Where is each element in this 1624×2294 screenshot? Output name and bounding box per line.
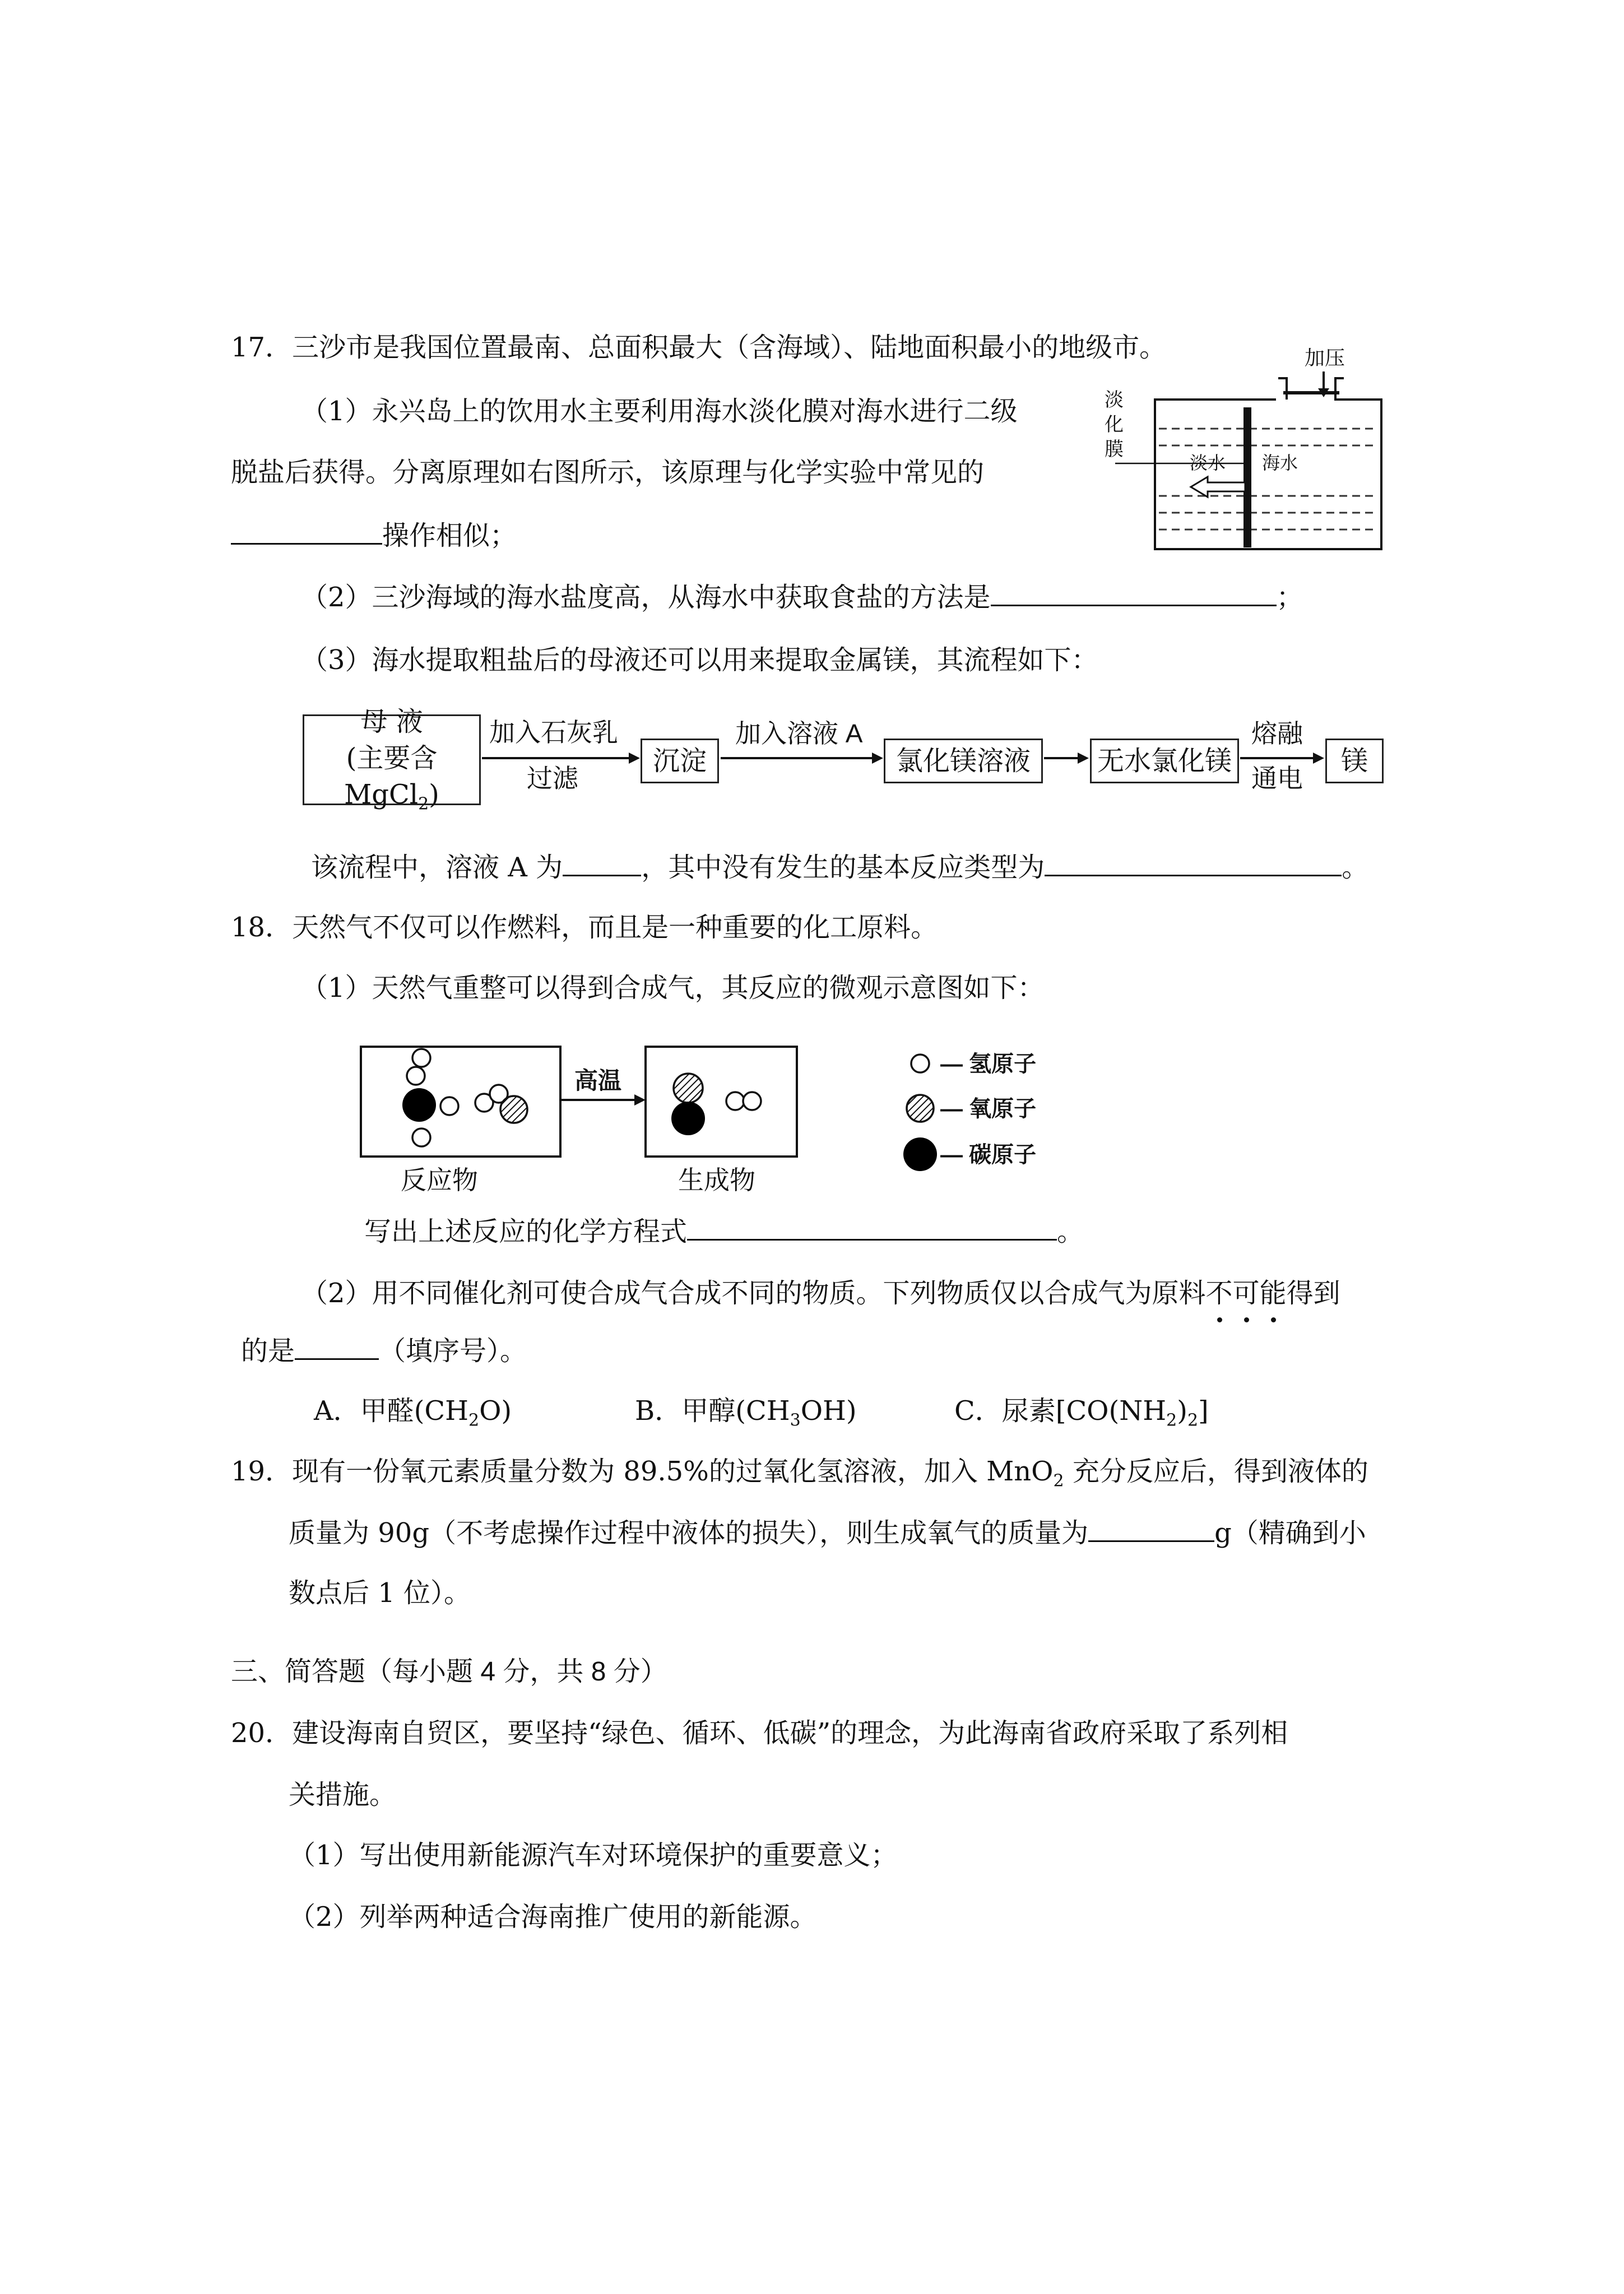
flow-box-mother-liquor: 母 液 (主要含 MgCl$_2$) [303,714,481,805]
q17-part2: （2）三沙海域的海水盐度高，从海水中获取食盐的方法是 ； [301,580,1303,614]
pressure-label: 加压 [1305,346,1345,369]
q19-line2: 质量为 90g（不考虑操作过程中液体的损失），则生成氧气的质量为 g（精确到小 [289,1516,1366,1550]
q17-part1-line3: 操作相似； [231,518,517,552]
reactant-label: 反应物 [401,1165,478,1195]
hydrogen-legend-icon [911,1055,929,1072]
legend-oxygen: — 氧原子 [940,1097,1037,1121]
flow-box-precipitate: 沉淀 [641,739,719,783]
product-box [646,1047,797,1157]
reaction-micro-diagram [347,1037,1098,1205]
flow-arrow-1 [482,751,640,765]
desalination-membrane-diagram [1115,339,1395,552]
q17-stem: 17．三沙市是我国位置最南、总面积最大（含海域）、陆地面积最小的地级市。 [231,332,1167,363]
answer-blank[interactable] [687,1214,1057,1241]
q20-part2: （2）列举两种适合海南推广使用的新能源。 [289,1901,817,1933]
q18-option-a: A．甲醛$(CH_2O)$ [314,1395,512,1431]
membrane-bar [1243,407,1251,547]
flow-arrow4-bottom-label: 通电 [1251,764,1303,793]
carbon-legend-icon [903,1137,937,1171]
product-label: 生成物 [678,1165,755,1195]
legend-carbon: — 碳原子 [940,1143,1037,1167]
oxygen-legend-icon [907,1095,934,1122]
q18-part1: （1）天然气重整可以得到合成气，其反应的微观示意图如下： [301,972,1045,1004]
legend-hydrogen: — 氢原子 [940,1052,1037,1076]
flow-arrow1-bottom-label: 过滤 [527,764,578,793]
oxygen-atom [500,1096,527,1123]
q18-part2-line1: （2）用不同催化剂可使合成气合成不同的物质。下列物质仅以合成气为原料不可能得到 [301,1278,1340,1309]
flow-box-mgcl2-solution: 氯化镁溶液 [884,739,1043,783]
q20-part1: （1）写出使用新能源汽车对环境保护的重要意义； [289,1840,898,1871]
flow-arrow [1191,477,1245,497]
sea-water-label: 海水 [1262,453,1298,473]
q17-part3: （3）海水提取粗盐后的母液还可以用来提取金属镁，其流程如下： [301,644,1098,676]
answer-blank[interactable] [563,850,641,876]
q19-line1: 19．现有一份氧元素质量分数为 89.5%的过氧化氢溶液，加入 MnO$_2$ 充分反应后，得到液体的 [231,1456,1368,1491]
flow-arrow-3 [1044,751,1089,765]
reactant-box [361,1047,560,1157]
q18-option-c: C．尿素$[CO(NH_2)_2]$ [954,1395,1209,1431]
answer-blank[interactable] [1088,1516,1214,1542]
answer-blank[interactable] [1045,850,1342,876]
section-title: 三、简答题（每小题 4 分，共 8 分） [231,1657,667,1687]
membrane-label: 淡 化 膜 [1105,389,1124,461]
fresh-water-label: 淡水 [1190,453,1226,473]
flow-box-anhydrous-mgcl2: 无水氯化镁 [1090,739,1239,783]
answer-blank[interactable] [991,580,1277,606]
flow-arrow1-top-label: 加入石灰乳 [489,718,618,747]
q20-line2: 关措施。 [289,1779,397,1810]
answer-blank[interactable] [295,1334,379,1360]
flow-box-magnesium: 镁 [1325,739,1384,783]
q18-option-b: B．甲醇$(CH_3OH)$ [635,1395,857,1431]
q18-write-equation: 写出上述反应的化学方程式 。 [364,1214,1084,1248]
q20-line1: 20．建设海南自贸区，要坚持“绿色、循环、低碳”的理念，为此海南省政府采取了系列相 [231,1717,1288,1749]
q19-line3: 数点后 1 位）。 [289,1577,471,1609]
q18-part2-line2: 的是 （填序号）。 [241,1334,527,1368]
flow-arrow-4 [1240,751,1324,765]
q18-stem: 18．天然气不仅可以作燃料，而且是一种重要的化工原料。 [231,912,938,943]
flow-arrow2-top-label: 加入溶液 A [735,719,863,748]
carbon-atom [402,1088,436,1122]
high-temp-label: 高温 [574,1067,622,1094]
q17-part1-line2: 脱盐后获得。分离原理如右图所示，该原理与化学实验中常见的 [231,457,985,488]
flow-arrow-2 [721,751,883,765]
flow-arrow4-top-label: 熔融 [1251,719,1303,748]
q17-tail: 该流程中，溶液 A 为 ，其中没有发生的基本反应类型为 。 [311,850,1368,884]
answer-blank[interactable] [231,518,382,545]
q17-part1-line1: （1）永兴岛上的饮用水主要利用海水淡化膜对海水进行二级 [301,396,1018,427]
